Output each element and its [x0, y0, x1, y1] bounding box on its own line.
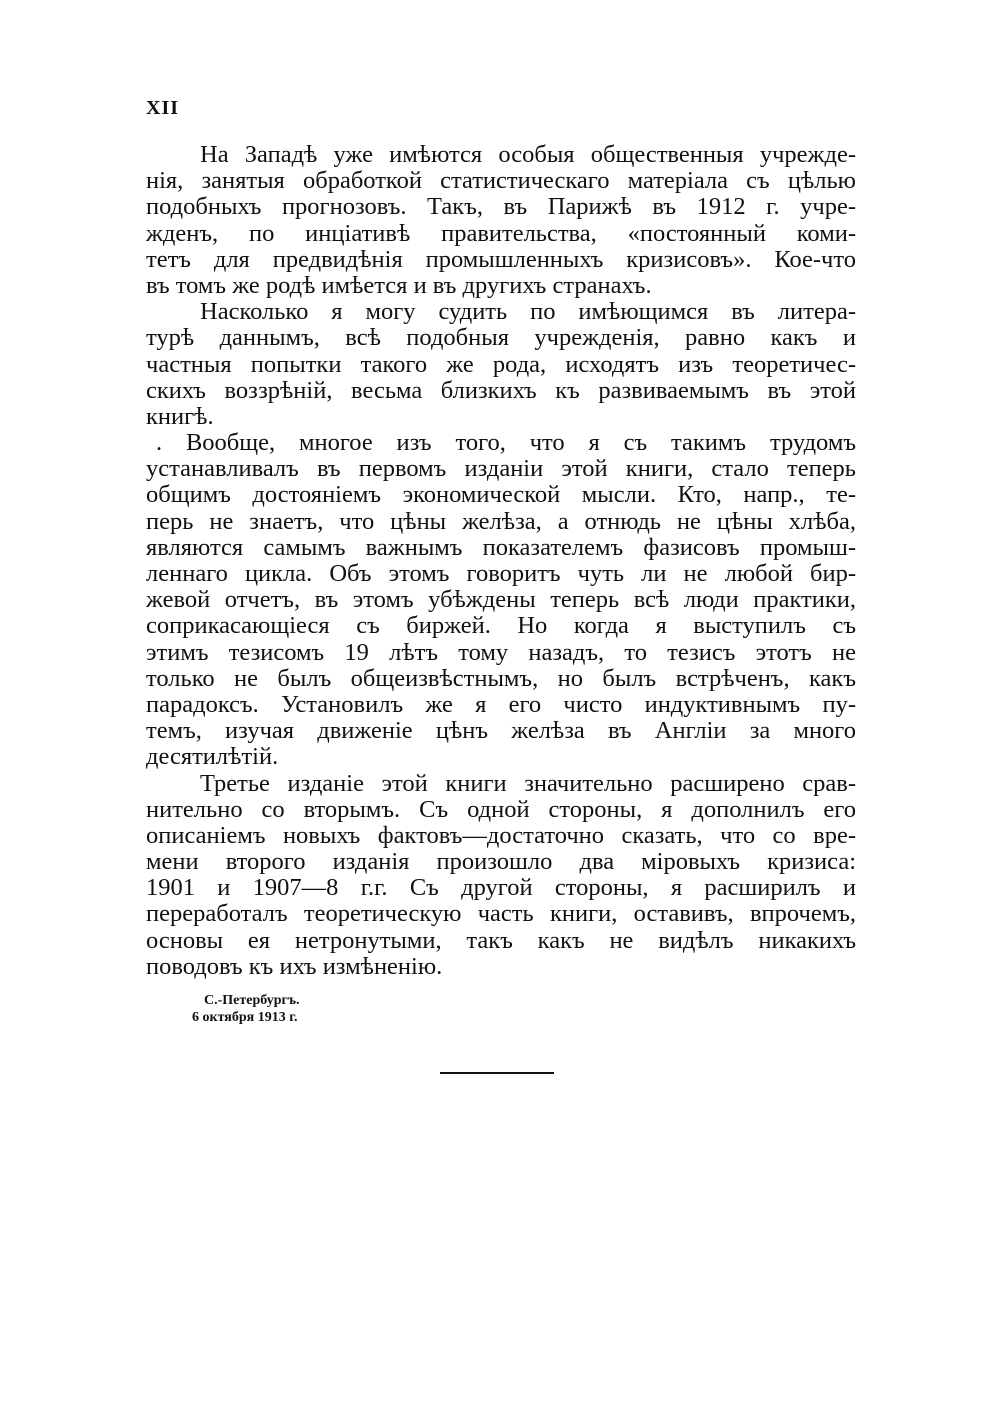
text-line: частныя попытки такого же рода, исходятъ изъ теоретичес- [146, 350, 856, 378]
text-line: десятилѣтій. [146, 743, 279, 771]
text-line: нительно со вторымъ. Съ одной стороны, я дополнилъ его [146, 795, 856, 823]
text-line: мени второго изданія произошло два міровыхъ кризиса: [146, 848, 856, 876]
text-line: тетъ для предвидѣнія промышленныхъ кризисовъ». Кое-что [146, 245, 856, 273]
text-line: подобныхъ прогнозовъ. Такъ, въ Парижѣ въ 1912 г. учре- [146, 193, 856, 221]
paragraph-1 [146, 142, 856, 299]
signature [192, 992, 300, 1026]
text-line: парадоксъ. Установилъ же я его чисто индуктивнымъ пу- [146, 690, 856, 718]
text-line: общимъ достояніемъ экономической мысли. Кто, напр., те- [146, 481, 856, 509]
paragraph-3 [146, 430, 856, 770]
text-line: жевой отчетъ, въ этомъ убѣждены теперь всѣ люди практики, [146, 586, 856, 614]
paragraph-2 [146, 299, 856, 430]
text-line: основы ея нетронутыми, такъ какъ не видѣлъ никакихъ [146, 926, 856, 954]
text-line: перь не знаетъ, что цѣны желѣза, а отнюдь не цѣны хлѣба, [146, 507, 856, 535]
text-line: . Вообще, многое изъ того, что я съ такимъ трудомъ [156, 429, 856, 457]
text-line: скихъ воззрѣній, весьма близкихъ къ развиваемымъ въ этой [146, 376, 856, 404]
page-number: XII [146, 97, 180, 119]
closing-rule [440, 1072, 554, 1074]
text-line: устанавливалъ въ первомъ изданіи этой книги, стало теперь [146, 455, 856, 483]
signature-place: С.-Петербургъ. [204, 993, 300, 1008]
text-line: описаніемъ новыхъ фактовъ—достаточно сказать, что со вре- [146, 821, 856, 849]
body-text [146, 142, 856, 980]
text-line: На Западѣ уже имѣются особыя общественныя учрежде- [200, 141, 856, 168]
text-line: Насколько я могу судить по имѣющимся въ литера- [200, 298, 856, 326]
text-line: этимъ тезисомъ 19 лѣтъ тому назадъ, то тезисъ этотъ не [146, 638, 856, 666]
text-line: 1901 и 1907—8 г.г. Съ другой стороны, я расширилъ и [146, 874, 856, 902]
signature-date: 6 октября 1913 г. [192, 1010, 298, 1025]
text-line: темъ, изучая движеніе цѣнъ желѣза въ Англіи за много [146, 717, 856, 745]
text-line: только не былъ общеизвѣстнымъ, но былъ встрѣченъ, какъ [146, 664, 856, 692]
text-line: жденъ, по инціативѣ правительства, «постоянный коми- [146, 219, 856, 247]
text-line: являются самымъ важнымъ показателемъ фазисовъ промыш- [146, 533, 856, 561]
text-line: Третье изданіе этой книги значительно расширено срав- [200, 769, 856, 797]
paragraph-4 [146, 771, 856, 981]
text-line: нія, занятыя обработкой статистическаго матеріала съ цѣлью [146, 167, 856, 195]
text-line: леннаго цикла. Объ этомъ говоритъ чуть ли не любой бир- [146, 560, 856, 587]
text-line: турѣ даннымъ, всѣ подобныя учрежденія, равно какъ и [146, 324, 856, 352]
text-line: переработалъ теоретическую часть книги, оставивъ, впрочемъ, [146, 900, 856, 928]
text-line: въ томъ же родѣ имѣется и въ другихъ странахъ. [146, 271, 652, 299]
text-line: поводовъ къ ихъ измѣненію. [146, 952, 443, 980]
text-line: книгѣ. [146, 402, 214, 430]
text-line: соприкасающіеся съ биржей. Но когда я выступилъ съ [146, 612, 856, 640]
